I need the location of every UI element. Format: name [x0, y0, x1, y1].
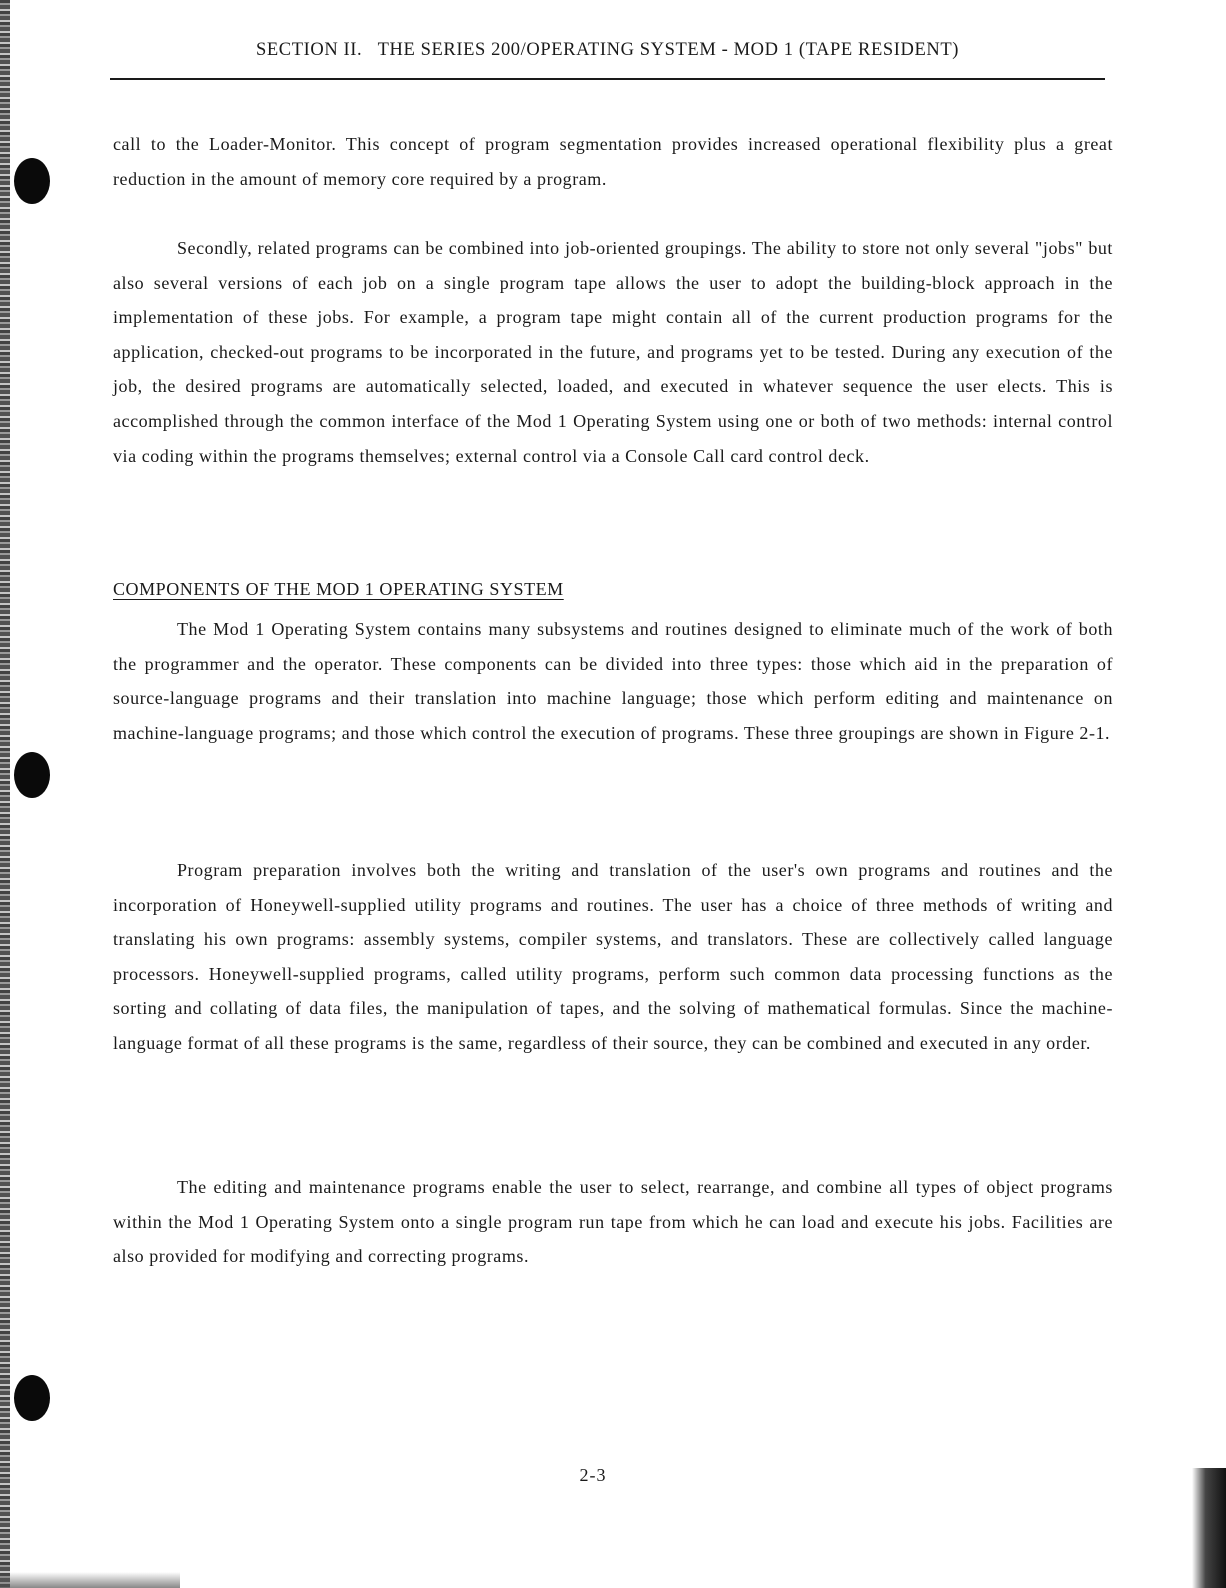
- paragraph: The Mod 1 Operating System contains many subsystems and routines designed to eliminate much of the work of both the programmer and the operator. These components can be divided into three types: those which aid in the preparation of source-language programs and their translation into machine language; those which perform editing and maintenance on machine-language programs; and those which control the execution of programs. These three groupings are shown in Figure 2-1.: [113, 619, 1113, 743]
- paragraph: Secondly, related programs can be combined into job-oriented groupings. The ability to store not only several "jobs" but also several versions of each job on a single program tape allows the user to adopt the building-block approach in the implementation of these jobs. For example, a program tape might contain all of the current production programs for the application, checked-out programs to be incorporated in the future, and programs yet to be tested. During any execution of the job, the desired programs are automatically selected, loaded, and executed in whatever sequence the user elects. This is accomplished through the common interface of the Mod 1 Operating System using one or both of two methods: internal control via coding within the programs themselves; external control via a Console Call card control deck.: [113, 238, 1113, 466]
- section-heading: COMPONENTS OF THE MOD 1 OPERATING SYSTEM: [113, 579, 564, 599]
- punch-hole: [14, 752, 50, 798]
- header-rule: [110, 78, 1105, 80]
- paragraph: The editing and maintenance programs enable the user to select, rearrange, and combine all types of object programs within the Mod 1 Operating System onto a single program run tape from which he can load and execute his jobs. Facilities are also provided for modifying and correcting programs.: [113, 1177, 1113, 1267]
- punch-hole: [14, 158, 50, 204]
- paragraph: Program preparation involves both the writing and translation of the user's own programs and routines and the incorporation of Honeywell-supplied utility programs and routines. The user has a choice of three methods of writing and translating his own programs: assembly systems, compiler systems, and translators. These are collectively called language processors. Honeywell-supplied programs, called utility programs, perform such common data processing functions as the sorting and collating of data files, the manipulation of tapes, and the solving of mathematical formulas. Since the machine-language format of all these programs is the same, regardless of their source, they can be combined and executed in any order.: [113, 860, 1113, 1053]
- paragraph: call to the Loader-Monitor. This concept of program segmentation provides increased operational flexibility plus a great reduction in the amount of memory core required by a program.: [113, 134, 1113, 189]
- page-number: 2-3: [579, 1465, 607, 1485]
- scan-corner-shadow: [1192, 1468, 1226, 1588]
- punch-hole: [14, 1375, 50, 1421]
- running-header: SECTION II. THE SERIES 200/OPERATING SYSTEM - MOD 1 (TAPE RESIDENT): [255, 40, 959, 60]
- scan-bottom-shadow: [0, 1572, 180, 1588]
- scan-binding-edge: [0, 0, 10, 1588]
